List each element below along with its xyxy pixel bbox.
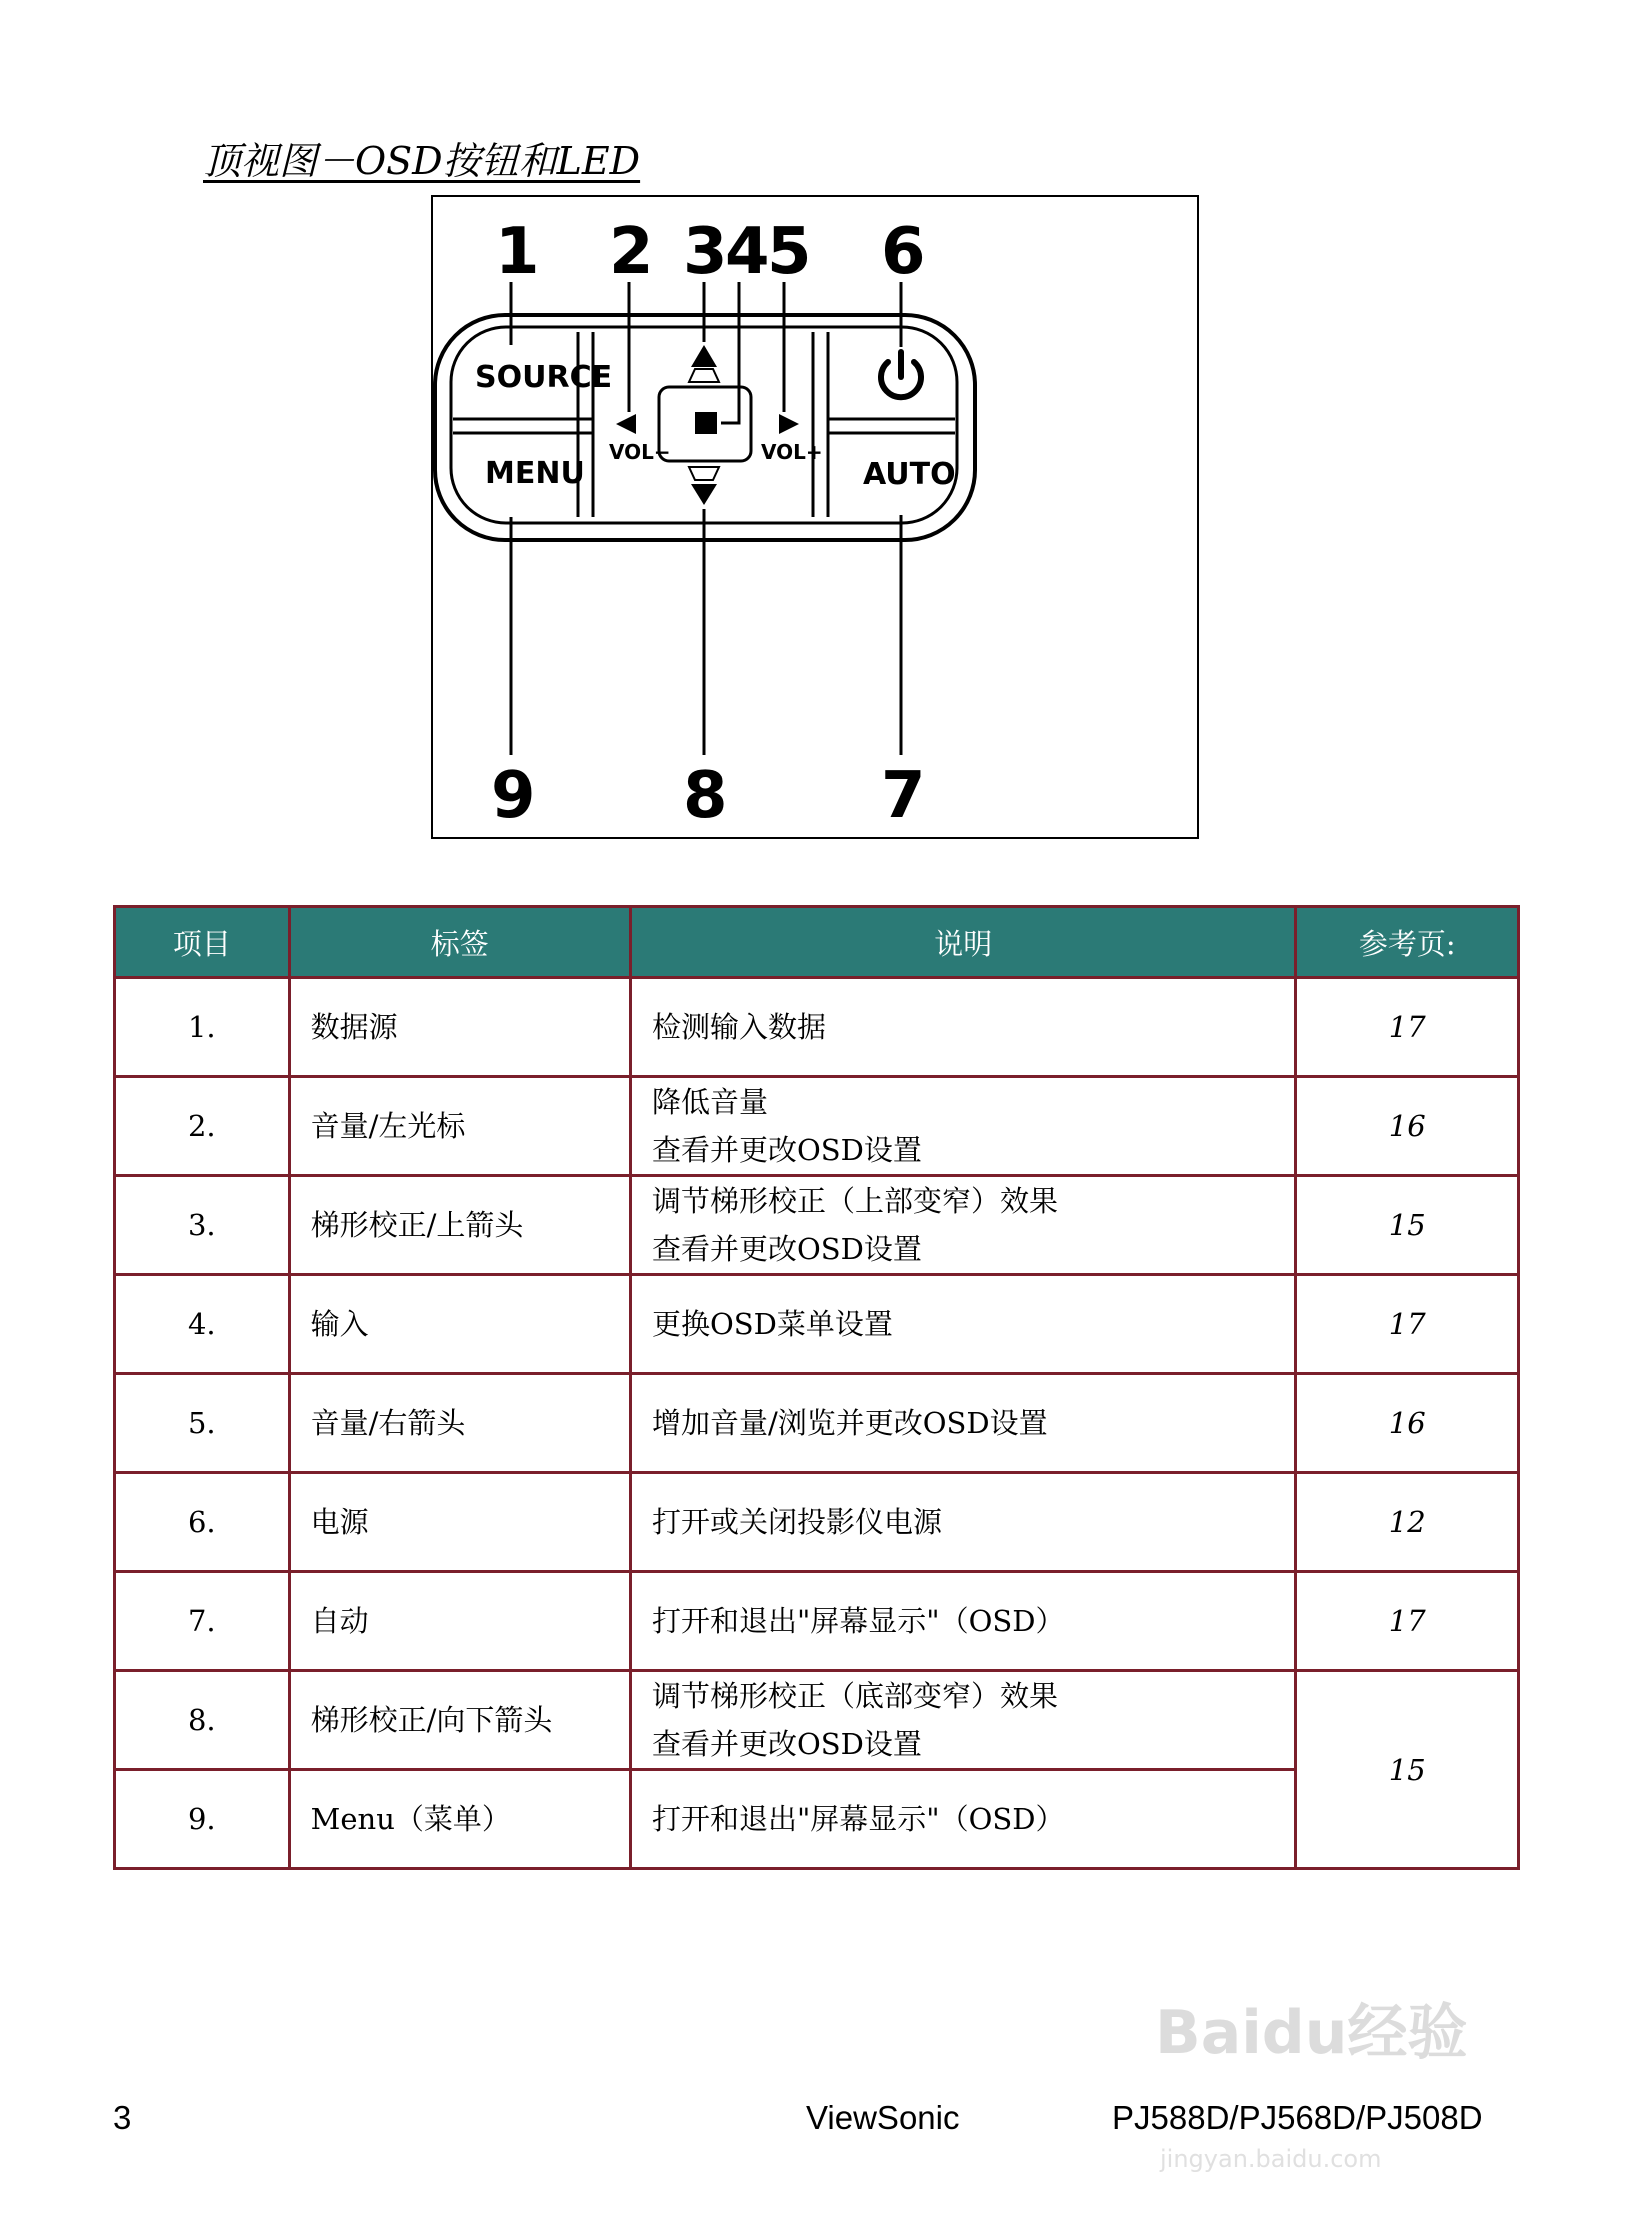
button-panel-drawing — [433, 197, 1201, 841]
row-page: 17 — [1296, 1572, 1519, 1671]
callout-7: 7 — [881, 759, 926, 833]
triangle-right-icon — [779, 414, 799, 434]
description-line: 查看并更改OSD设置 — [651, 1133, 922, 1167]
row-number: 8. — [115, 1671, 290, 1770]
row-label: 电源 — [289, 1473, 630, 1572]
row-description — [630, 1671, 1296, 1770]
button-reference-table — [113, 905, 1520, 1870]
row-page: 15 — [1296, 1671, 1519, 1869]
callout-9: 9 — [491, 759, 536, 833]
description-line: 打开和退出"屏幕显示"（OSD） — [651, 1604, 1065, 1638]
footer-page-number: 3 — [113, 2099, 132, 2136]
row-number: 1. — [115, 978, 290, 1077]
triangle-down-icon — [691, 484, 717, 505]
description-line: 查看并更改OSD设置 — [651, 1232, 922, 1266]
menu-button-label: MENU — [485, 456, 585, 491]
row-page: 16 — [1296, 1077, 1519, 1176]
table-row — [115, 1077, 1519, 1176]
row-label: 梯形校正/向下箭头 — [289, 1671, 630, 1770]
row-number: 6. — [115, 1473, 290, 1572]
description-line: 增加音量/浏览并更改OSD设置 — [651, 1406, 1048, 1440]
callout-8: 8 — [683, 759, 728, 833]
callout-4: 4 — [725, 215, 770, 289]
table-row — [115, 1572, 1519, 1671]
table-row — [115, 1176, 1519, 1275]
table-row — [115, 1275, 1519, 1374]
triangle-left-icon — [616, 414, 636, 434]
footer-models: PJ588D/PJ568D/PJ508D — [1112, 2099, 1483, 2136]
row-page: 17 — [1296, 1275, 1519, 1374]
row-label: 输入 — [289, 1275, 630, 1374]
row-label: 数据源 — [289, 978, 630, 1077]
row-description — [630, 1473, 1296, 1572]
row-label: 自动 — [289, 1572, 630, 1671]
row-description — [630, 1176, 1296, 1275]
description-line: 更换OSD菜单设置 — [651, 1307, 893, 1341]
row-description — [630, 1374, 1296, 1473]
watermark-url: jingyan.baidu.com — [1160, 2145, 1382, 2173]
row-number: 7. — [115, 1572, 290, 1671]
row-page: 15 — [1296, 1176, 1519, 1275]
callout-1: 1 — [495, 215, 540, 289]
row-number: 4. — [115, 1275, 290, 1374]
table-header-row — [115, 907, 1519, 978]
source-button-label: SOURCE — [475, 360, 613, 395]
row-number: 5. — [115, 1374, 290, 1473]
table-row — [115, 1374, 1519, 1473]
header-label: 标签 — [289, 907, 630, 978]
row-description — [630, 978, 1296, 1077]
description-line: 调节梯形校正（上部变窄）效果 — [651, 1184, 1058, 1218]
row-description — [630, 1572, 1296, 1671]
vol-minus-label: VOL− — [609, 440, 671, 464]
row-label: 音量/右箭头 — [289, 1374, 630, 1473]
row-number: 9. — [115, 1770, 290, 1869]
header-description: 说明 — [630, 907, 1296, 978]
row-number: 2. — [115, 1077, 290, 1176]
description-line: 打开或关闭投影仪电源 — [651, 1505, 942, 1539]
vol-plus-label: VOL+ — [761, 440, 823, 464]
row-label: Menu（菜单） — [289, 1770, 630, 1869]
row-label: 梯形校正/上箭头 — [289, 1176, 630, 1275]
row-page: 17 — [1296, 978, 1519, 1077]
description-line: 查看并更改OSD设置 — [651, 1727, 922, 1761]
power-icon — [881, 352, 921, 397]
row-label: 音量/左光标 — [289, 1077, 630, 1176]
triangle-up-icon — [691, 345, 717, 367]
callout-6: 6 — [881, 215, 926, 289]
header-item: 项目 — [115, 907, 290, 978]
table-row — [115, 978, 1519, 1077]
square-icon — [695, 412, 717, 434]
figure-title: 顶视图－OSD按钮和LED — [203, 139, 641, 183]
auto-button-label: AUTO — [863, 457, 956, 492]
header-ref-page: 参考页: — [1296, 907, 1519, 978]
baidu-watermark: Baidu经验 — [1155, 1998, 1468, 2068]
callout-2: 2 — [609, 215, 654, 289]
row-description — [630, 1077, 1296, 1176]
osd-button-diagram — [431, 195, 1199, 839]
row-description — [630, 1275, 1296, 1374]
table-row — [115, 1473, 1519, 1572]
description-line: 检测输入数据 — [651, 1010, 826, 1044]
row-page: 16 — [1296, 1374, 1519, 1473]
row-page: 12 — [1296, 1473, 1519, 1572]
row-number: 3. — [115, 1176, 290, 1275]
footer-brand: ViewSonic — [806, 2099, 960, 2136]
callout-5: 5 — [767, 215, 812, 289]
table-row — [115, 1671, 1519, 1770]
description-line: 调节梯形校正（底部变窄）效果 — [651, 1679, 1058, 1713]
description-line: 降低音量 — [651, 1085, 768, 1119]
row-description — [630, 1770, 1296, 1869]
callout-3: 3 — [683, 215, 728, 289]
description-line: 打开和退出"屏幕显示"（OSD） — [651, 1802, 1065, 1836]
